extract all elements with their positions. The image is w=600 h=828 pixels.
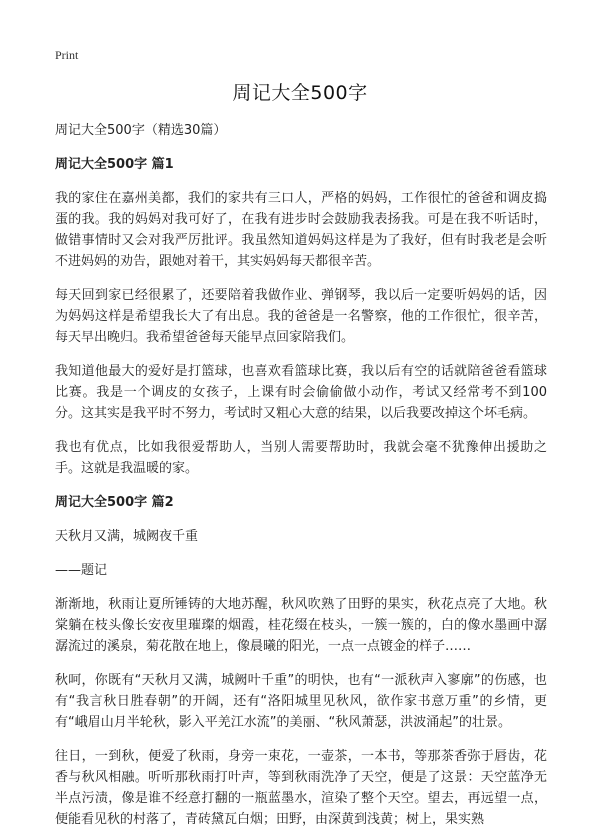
section-heading-1: 周记大全500字 篇1 xyxy=(55,157,174,172)
paragraph: 我知道他最大的爱好是打篮球，也喜欢看篮球比赛，我以后有空的话就陪爸爸看篮球比赛。我是一个调皮的女孩子，上课有时会偷偷做小动作，考试又经常考不到100分。这其实是我平时不努力，考试时又粗心大意的结果，以后我要改掉这个坏毛病。 xyxy=(55,364,547,421)
paragraph: ——题记 xyxy=(55,563,108,578)
paragraph: 天秋月又满，城阙夜千重 xyxy=(55,529,199,544)
paragraph: 我也有优点，比如我很爱帮助人，当别人需要帮助时，我就会毫不犹豫伸出援助之手。这就是我温暖的家。 xyxy=(55,440,547,476)
paragraph: 我的家住在嘉州美都，我们的家共有三口人，严格的妈妈，工作很忙的爸爸和调皮捣蛋的我。我的妈妈对我可好了，在我有进步时会鼓励我表扬我。可是在我不听话时，做错事情时又会对我严厉批评。我虽然知道妈妈这样是为了我好，但有时我老是会听不进妈妈的劝告，跟她对着干，其实妈妈每天都很辛苦。 xyxy=(55,191,547,269)
page-title: 周记大全500字 xyxy=(232,82,368,104)
paragraph: 每天回到家已经很累了，还要陪着我做作业、弹钢琴，我以后一定要听妈妈的话，因为妈妈这样是希望我长大了有出息。我的爸爸是一名警察，他的工作很忙，很辛苦，每天早出晚归。我希望爸爸每天能早点回家陪我们。 xyxy=(55,288,547,345)
article-body xyxy=(55,120,547,828)
print-link[interactable]: Print xyxy=(55,48,79,62)
paragraph: 渐渐地，秋雨让夏所锤铸的大地苏醒，秋风吹熟了田野的果实，秋花点亮了大地。秋棠躺在枝头像长安夜里璀璨的烟霞，桂花缀在枝头，一簇一簇的，白的像水墨画中潺潺流过的溪泉，菊花散在地上，像晨曦的阳光，一点一点镀金的样子…… xyxy=(55,597,547,654)
section-heading-2: 周记大全500字 篇2 xyxy=(55,495,174,510)
article-subtitle: 周记大全500字（精选30篇） xyxy=(55,123,227,138)
paragraph: 秋呵，你既有“天秋月又满，城阙叶千重”的明快，也有“一派秋声入寥廓”的伤感，也有“我言秋日胜春朝”的开阔，还有“洛阳城里见秋风，欲作家书意万重”的乡情，更有“峨眉山月半轮秋，影入平羌江水流”的美丽、“秋风萧瑟，洪波涌起”的壮景。 xyxy=(55,673,547,730)
paragraph: 往日，一到秋，便爱了秋雨，身旁一束花，一壶茶，一本书，等那茶香弥于唇齿，花香与秋风相融。听听那秋雨打叶声，等到秋雨洗净了天空，便是了这景：天空蓝净无半点污渍，像是谁不经意打翻的一瓶蓝墨水，渲染了整个天空。望去，再远望一点，便能看见秋的村落了，青砖黛瓦白烟；田野，由深黄到浅黄；树上，果实熟 xyxy=(55,749,547,827)
